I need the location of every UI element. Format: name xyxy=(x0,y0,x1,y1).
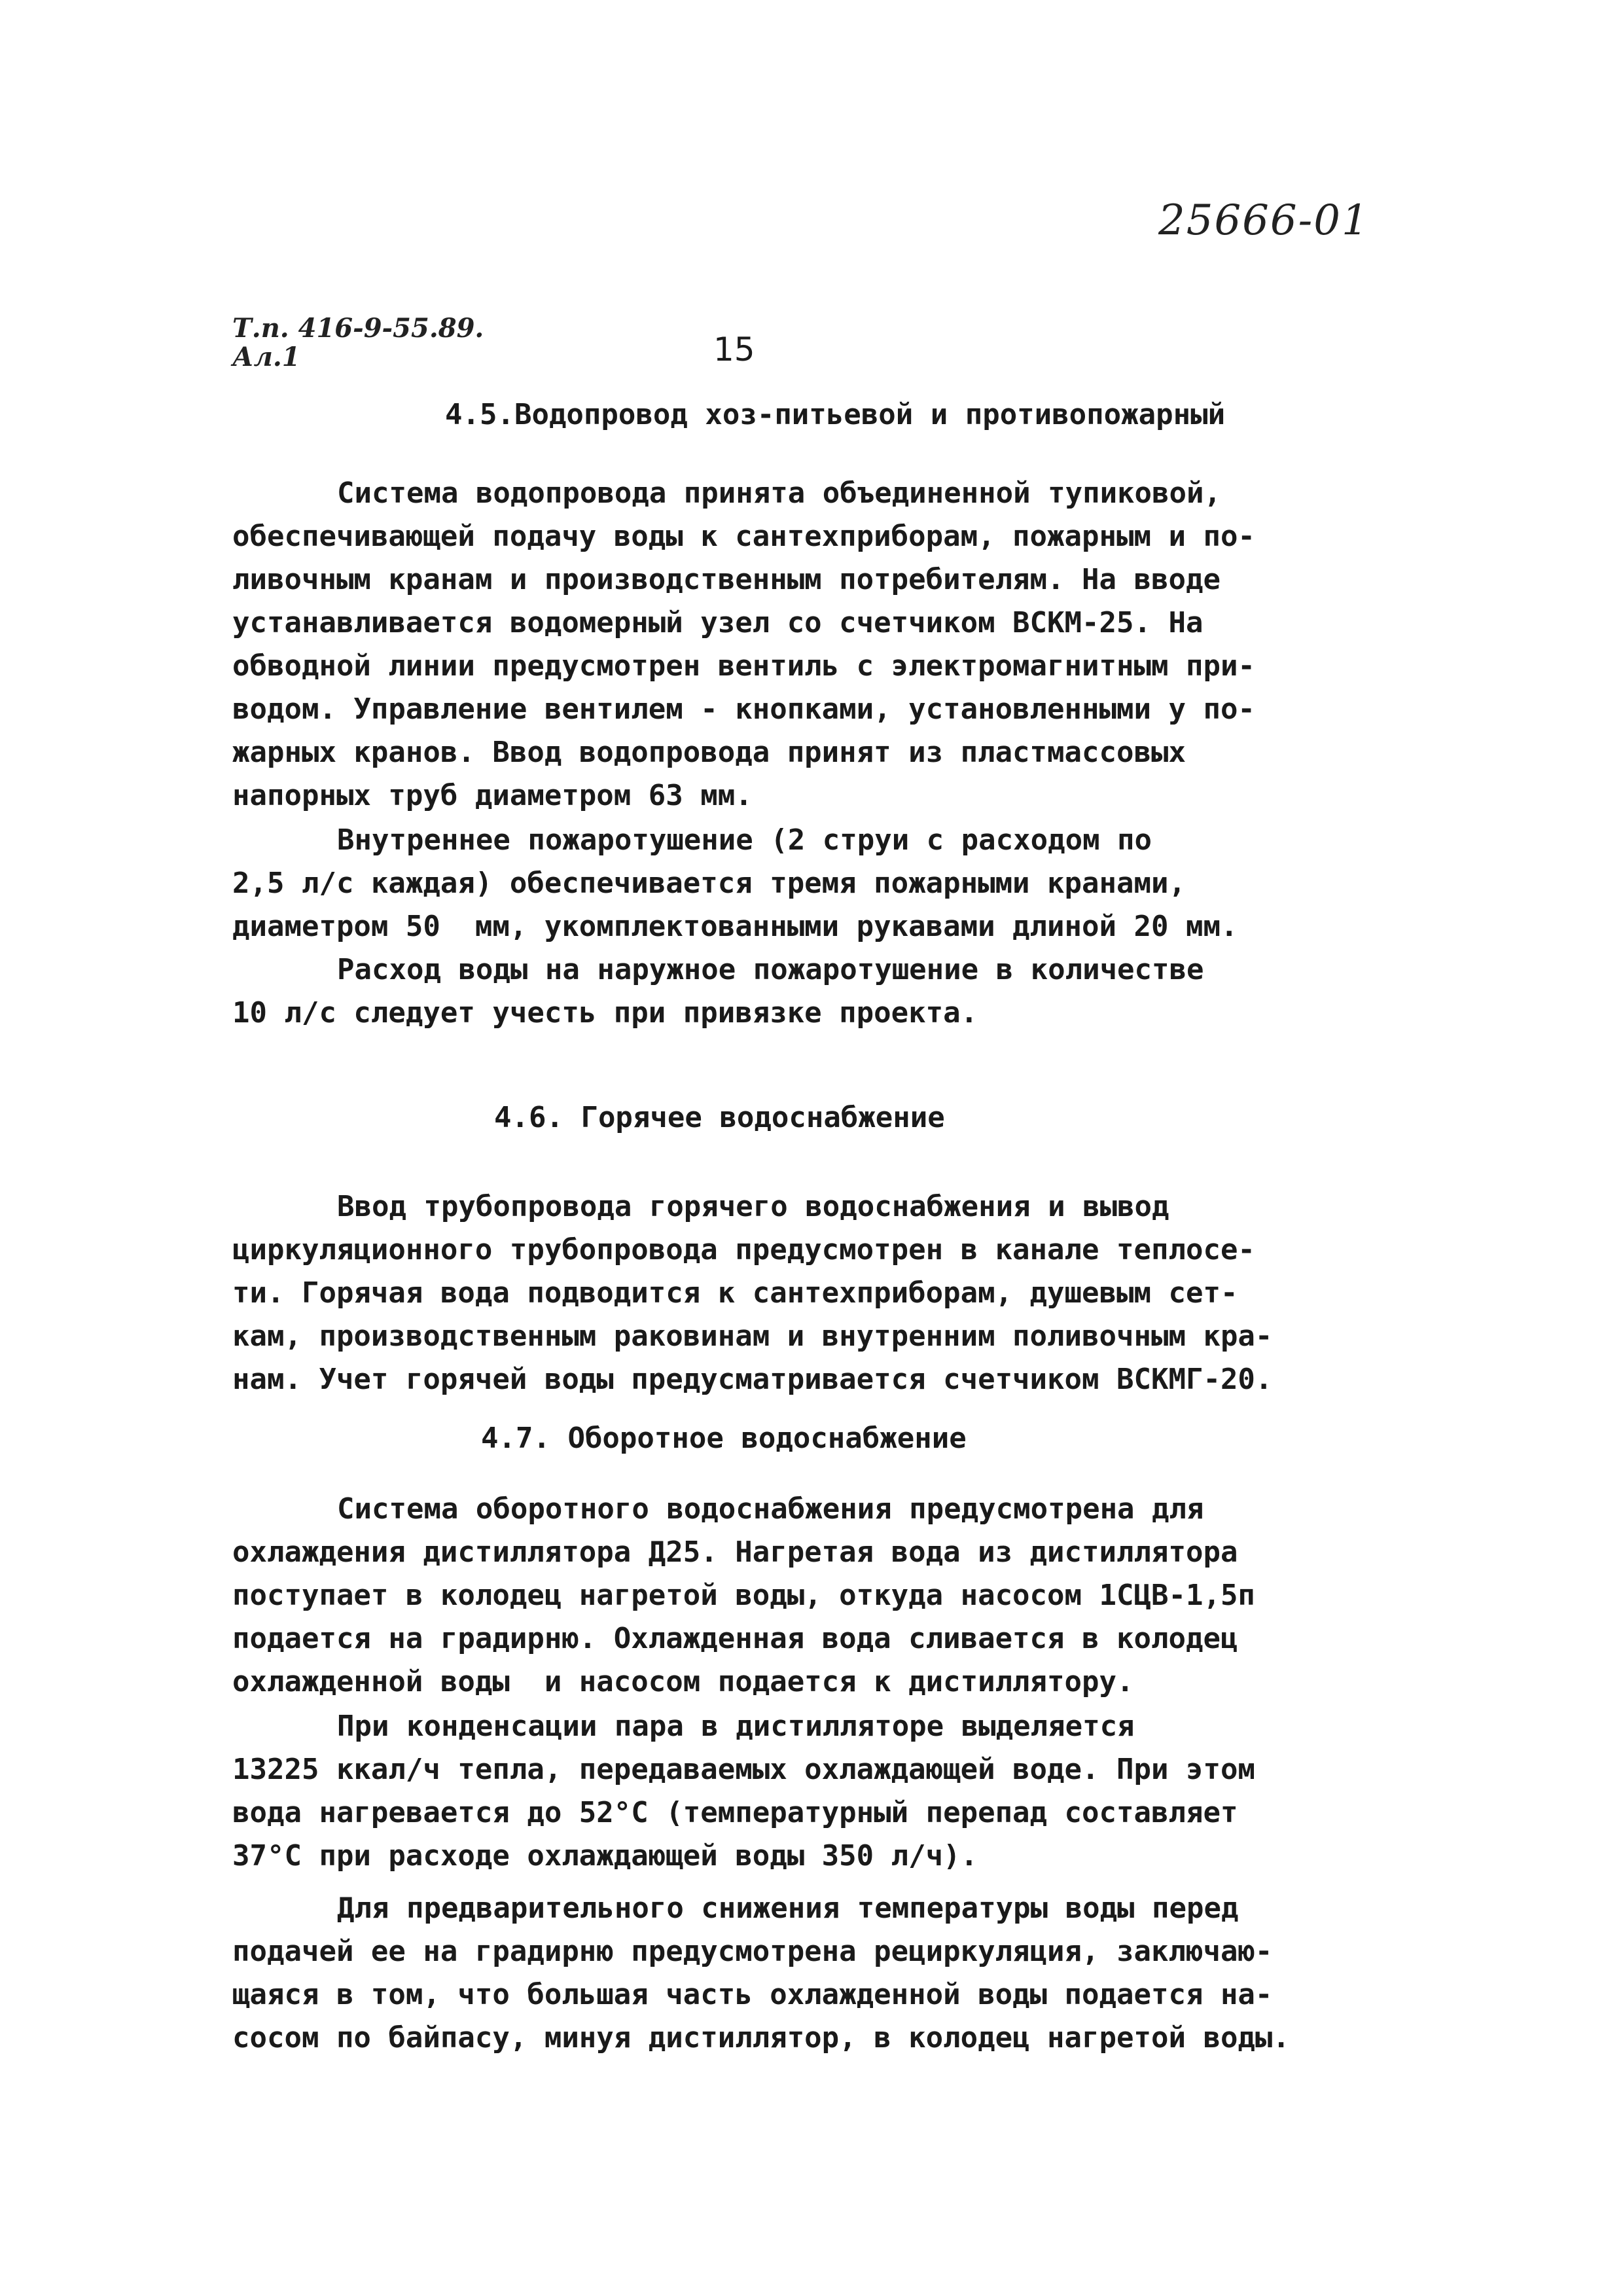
document-code: 25666-01 xyxy=(1158,196,1370,245)
paragraph-line: подается на градирню. Охлажденная вода сливается в колодец xyxy=(232,1622,1238,1655)
paragraph-line: сосом по байпасу, минуя дистиллятор, в колодец нагретой воды. xyxy=(232,2021,1290,2054)
paragraph-line: Система водопровода принята объединенной тупиковой, xyxy=(337,476,1222,510)
page-number: 15 xyxy=(713,331,755,368)
paragraph-line: вода нагревается до 52°С (температурный перепад составляет xyxy=(232,1796,1238,1829)
paragraph-line: ливочным кранам и производственным потребителям. На вводе xyxy=(232,563,1221,596)
paragraph-line: 10 л/с следует учесть при привязке проекта. xyxy=(232,996,978,1030)
section-heading-4-7: 4.7. Оборотное водоснабжение xyxy=(481,1422,967,1455)
paragraph-line: устанавливается водомерный узел со счетчиком ВСКМ-25. На xyxy=(232,606,1204,639)
paragraph-line: 13225 ккал/ч тепла, передаваемых охлаждающей воде. При этом xyxy=(232,1753,1255,1786)
project-reference xyxy=(232,314,484,372)
paragraph-line: 2,5 л/с каждая) обеспечивается тремя пожарными кранами, xyxy=(232,867,1186,900)
paragraph-line: охлажденной воды и насосом подается к дистиллятору. xyxy=(232,1665,1134,1698)
paragraph-line: охлаждения дистиллятора Д25. Нагретая вода из дистиллятора xyxy=(232,1535,1238,1569)
paragraph-line: Расход воды на наружное пожаротушение в количестве xyxy=(337,953,1204,986)
paragraph-line: Для предварительного снижения температуры воды перед xyxy=(337,1892,1239,1925)
paragraph-line: ти. Горячая вода подводится к сантехприборам, душевым сет- xyxy=(232,1276,1238,1310)
paragraph-line: Внутреннее пожаротушение (2 струи с расходом по xyxy=(337,823,1152,857)
paragraph-line: кам, производственным раковинам и внутренним поливочным кра- xyxy=(232,1319,1273,1353)
paragraph-line: 37°С при расходе охлаждающей воды 350 л/ч). xyxy=(232,1839,978,1873)
paragraph-line: циркуляционного трубопровода предусмотрен в канале теплосе- xyxy=(232,1233,1255,1266)
project-reference-line: Ал.1 xyxy=(232,342,300,372)
paragraph-line: нам. Учет горячей воды предусматривается счетчиком ВСКМГ-20. xyxy=(232,1363,1273,1396)
paragraph-line: Система оборотного водоснабжения предусмотрена для xyxy=(337,1492,1204,1526)
paragraph-line: Ввод трубопровода горячего водоснабжения и вывод xyxy=(337,1190,1169,1223)
paragraph-line: обводной линии предусмотрен вентиль с электромагнитным при- xyxy=(232,649,1255,683)
paragraph-line: поступает в колодец нагретой воды, откуда насосом 1СЦВ-1,5п xyxy=(232,1579,1255,1612)
project-reference-line: Т.п. 416-9-55.89. xyxy=(232,313,484,344)
section-heading-4-5: 4.5.Водопровод хоз-питьевой и противопожарный xyxy=(445,398,1226,431)
paragraph-line: подачей ее на градирню предусмотрена рециркуляция, заключаю- xyxy=(232,1935,1273,1968)
paragraph-line: напорных труб диаметром 63 мм. xyxy=(232,779,753,812)
section-heading-4-6: 4.6. Горячее водоснабжение xyxy=(494,1101,945,1134)
paragraph-line: При конденсации пара в дистилляторе выделяется xyxy=(337,1710,1135,1743)
paragraph-line: водом. Управление вентилем - кнопками, установленными у по- xyxy=(232,692,1255,726)
paragraph-line: диаметром 50 мм, укомплектованными рукавами длиной 20 мм. xyxy=(232,910,1238,943)
paragraph-line: щаяся в том, что большая часть охлажденной воды подается на- xyxy=(232,1978,1273,2011)
paragraph-line: обеспечивающей подачу воды к сантехприборам, пожарным и по- xyxy=(232,520,1255,553)
paragraph-line: жарных кранов. Ввод водопровода принят из пластмассовых xyxy=(232,736,1186,769)
